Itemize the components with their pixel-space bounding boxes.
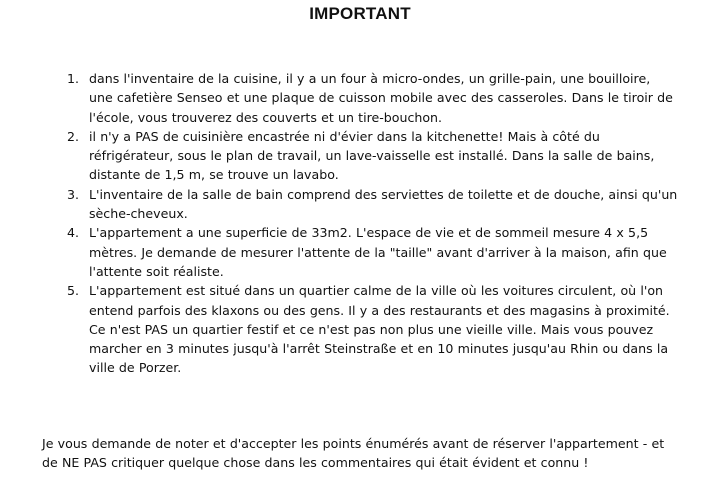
- list-item: [58, 185, 678, 224]
- list-item: [58, 223, 678, 281]
- list-item-text: dans l'inventaire de la cuisine, il y a un four à micro-ondes, un grille-pain, une bouilloire, une cafetière Senseo et une plaque de cuisson mobile avec des casseroles. Dans le tiroir de l'école, vous trouverez des couverts et un tire-bouchon.: [89, 71, 673, 125]
- list-item-text: L'appartement est situé dans un quartier calme de la ville où les voitures circulent, où l'on entend parfois des klaxons ou des gens. Il y a des restaurants et des magasins à proximité. Ce n'est PAS un quartier festif et ce n'est pas non plus une vieille ville. Mais vous pouvez marcher en 3 minutes jusqu'à l'arrêt Steinstraße et en 10 minutes jusqu'au Rhin ou dans la ville de Porzer.: [89, 283, 670, 376]
- list-item-text: il n'y a PAS de cuisinière encastrée ni d'évier dans la kitchenette! Mais à côté du réfrigérateur, sous le plan de travail, un lave-vaisselle est installé. Dans la salle de bains, distante de 1,5 m, se trouve un lavabo.: [89, 128, 655, 183]
- list-item-number: 2.: [67, 128, 80, 144]
- footer-note: Je vous demande de noter et d'accepter les points énumérés avant de réserver l'appartement - et de NE PAS critiquer quelque chose dans les commentaires qui était évident et connu !: [42, 436, 665, 471]
- important-points-list: [58, 69, 678, 378]
- list-item: [58, 69, 678, 127]
- list-item-text: L'inventaire de la salle de bain comprend des serviettes de toilette et de douche, ainsi qu'un sèche-cheveux.: [89, 186, 678, 222]
- list-item-number: 1.: [67, 71, 80, 86]
- document-title: IMPORTANT: [309, 4, 411, 23]
- list-item: [58, 281, 678, 377]
- list-item-number: 3.: [67, 186, 80, 202]
- list-item: [58, 127, 678, 185]
- list-item-text: L'appartement a une superficie de 33m2. L'espace de vie et de sommeil mesure 4 x 5,5 mètres. Je demande de mesurer l'attente de la "taille" avant d'arriver à la maison, afin que l'attente soit réaliste.: [89, 225, 667, 279]
- list-item-number: 5.: [67, 283, 80, 299]
- list-item-number: 4.: [67, 225, 80, 241]
